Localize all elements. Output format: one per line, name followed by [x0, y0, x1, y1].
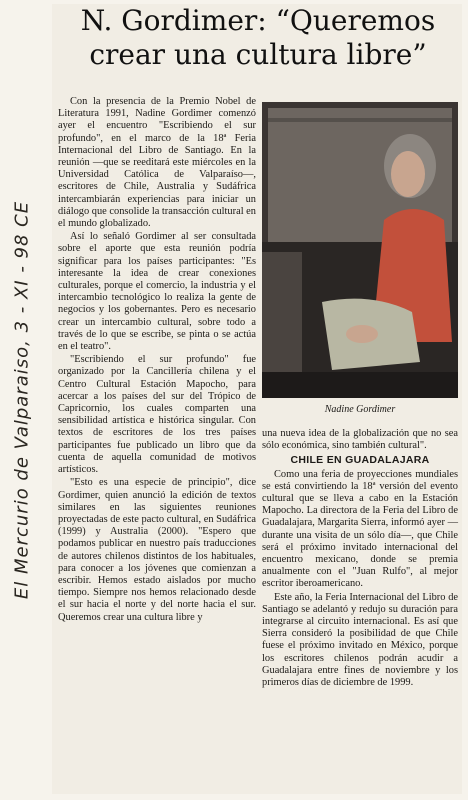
photo-caption: Nadine Gordimer [324, 404, 396, 415]
article-paragraph: Así lo señaló Gordimer al ser consultada sobre el aporte que esta reunión podría significar para los países participantes: "Es interesante la idea de crear conexiones culturales, porque el comercio, la industria y el intercambio tecnológico lo realiza la gente de negocios y los gobernantes. Pero es necesario crear un intercambio cultural, sobre todo a través de lo que se escribe, se pinta o se actúa en el teatro". [58, 231, 256, 353]
headline: N. Gordimer: “Queremos crear una cultura libre” [80, 4, 436, 71]
photo-image [262, 102, 458, 398]
article-paragraph: una nueva idea de la globalización que no sea sólo económica, sino también cultural". [262, 428, 458, 452]
article-paragraph: "Esto es una especie de principio", dice Gordimer, quien anunció la edición de textos similares en las siguientes reuniones proyectadas de este pacto cultural, en Sudáfrica (1999) y Australia (2000). "Espero que podamos publicar en nuestro país traducciones de autores chilenos distintos de los habituales, para conocer a los jóvenes que comienzan a escribir. Hemos estado aislados por mucho tiempo. Siempre nos hemos relacionado desde el sur hacia el norte y del norte hacia el sur. Queremos crear una cultura libre y [58, 477, 256, 623]
article-paragraph: Como una feria de proyecciones mundiales se está convirtiendo la 18ª versión del evento cultural que se lleva a cabo en la Estación Mapocho. La directora de la Feria del Libro de Guadalajara, Margarita Sierra, informó ayer —durante una visita de un sólo día—, que Chile será el próximo invitado internacional del encuentro mexicano, donde se premia anualmente con el "Juan Rulfo", al mejor escritor iberoamericano. [262, 468, 458, 590]
section-subhead: CHILE EN GUADALAJARA [290, 454, 430, 467]
portrait-photo [262, 102, 458, 398]
article-column-left [58, 96, 256, 625]
article-paragraph: "Escribiendo el sur profundo" fue organizado por la Cancillería chilena y el Centro Cultural Estación Mapocho, para acercar a los países del sur del Trópico de Capricornio, los cuales comparten una sensibilidad artística e histórica singular. Con textos de escritores de los tres países participantes fue publicado un libro que da cuenta de aquella comunidad de motivos artísticos. [58, 354, 256, 476]
article-paragraph: Con la presencia de la Premio Nobel de Literatura 1991, Nadine Gordimer comenzó ayer el encuentro "Escribiendo el sur profundo", en el marco de la 18ª Feria Internacional del Libro de Santiago. En la reunión —que se reeditará este miércoles en la Universidad Católica de Valparaíso—, escritores de Chile, Australia y Sudáfrica intercambiarán experiencias para iniciar un diálogo que consolide la transacción cultural en el mundo globalizado. [58, 96, 256, 230]
margin-note-text: El Mercurio de Valparaiso, 3 - XI - 98 CE [11, 200, 33, 600]
handwritten-margin-note [0, 0, 46, 800]
article-column-right [262, 428, 458, 690]
article-paragraph: Este año, la Feria Internacional del Libro de Santiago se adelantó y redujo su duración para integrarse al circuito internacional. Es así que Sierra consideró la posibilidad de que Chile fuese el próximo invitado en México, porque los escritores chilenos podrán acudir a Guadalajara entre fines de noviembre y los primeros días de diciembre de 1999. [262, 591, 458, 689]
